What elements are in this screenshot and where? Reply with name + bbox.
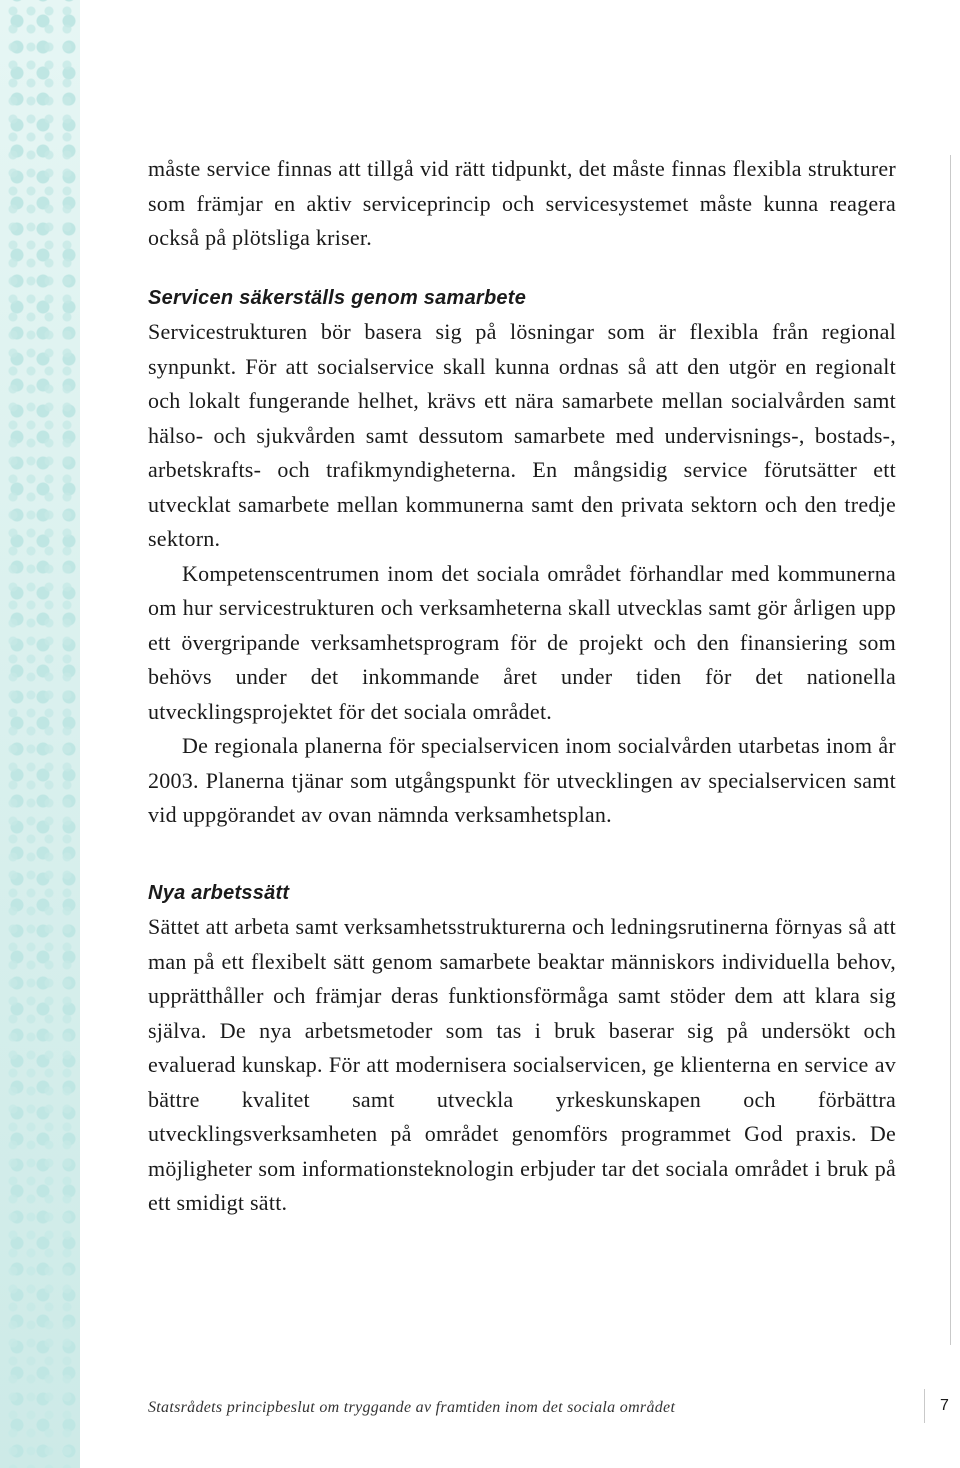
spacer [148,256,896,281]
footer-title: Statsrådets principbeslut om tryggande av framtiden inom det sociala området [148,1399,676,1416]
section-heading-samarbete: Servicen säkerställs genom samarbete [148,286,527,309]
margin-rule [950,155,951,1345]
paragraph-2: Servicestrukturen bör basera sig på lösningar som är flexibla från regional synpunkt. För att socialservice skall kunna ordnas så att den utgör en regionalt och lokalt fungerande helhet, krävs ett nära samarbete mellan socialvården samt hälso- och sjukvården samt dessutom samarbete med undervisnings-, bostads-, arbetskrafts- och trafikmyndigheterna. En mångsidig service förutsätter ett utvecklat samarbete mellan kommunerna samt den privata sektorn och den tredje sektorn. [148,319,896,551]
footer-divider [924,1389,925,1423]
page-body [148,152,896,1221]
spacer [148,833,896,876]
paragraph-4: De regionala planerna för specialservicen inom socialvården utarbetas inom år 2003. Planerna tjänar som utgångspunkt för utvecklingen av specialservicen samt vid uppgörandet av ovan nämnda verksamhetsplan. [148,733,896,827]
paragraph-1: måste service finnas att tillgå vid rätt tidpunkt, det måste finnas flexibla strukturer som främjar en aktiv serviceprincip och servicesystemet måste kunna reagera också på plötsliga kriser. [148,156,896,250]
paragraph-5: Sättet att arbeta samt verksamhetsstrukturerna och ledningsrutinerna förnyas så att man på ett flexibelt sätt genom samarbete beaktar människors individuella behov, upprätthåller och främjar deras funktionsförmåga samt stöder dem att klara sig själva. De nya arbetsmetoder som tas i bruk baserar sig på undersökt och evaluerad kunskap. För att modernisera socialservicen, ge klienterna en service av bättre kvalitet samt utveckla yrkeskunskapen och förbättra utvecklingsverksamheten på området genomförs programmet God praxis. De möjligheter som informationsteknologin erbjuder tar det sociala området i bruk på ett smidigt sätt. [148,914,896,1215]
page-footer [148,1395,956,1425]
section-heading-nya-arbetssatt: Nya arbetssätt [148,881,290,904]
decorative-side-band [0,0,80,1468]
paragraph-3: Kompetenscentrumen inom det sociala området förhandlar med kommunerna om hur servicestrukturen och verksamheterna skall utvecklas samt gör årligen upp ett övergripande verksamhetsprogram för de projekt och den finansiering som behövs under det inkommande året under tiden för det nationella utvecklingsprojektet för det sociala området. [148,560,896,724]
page-number: 7 [940,1397,949,1414]
